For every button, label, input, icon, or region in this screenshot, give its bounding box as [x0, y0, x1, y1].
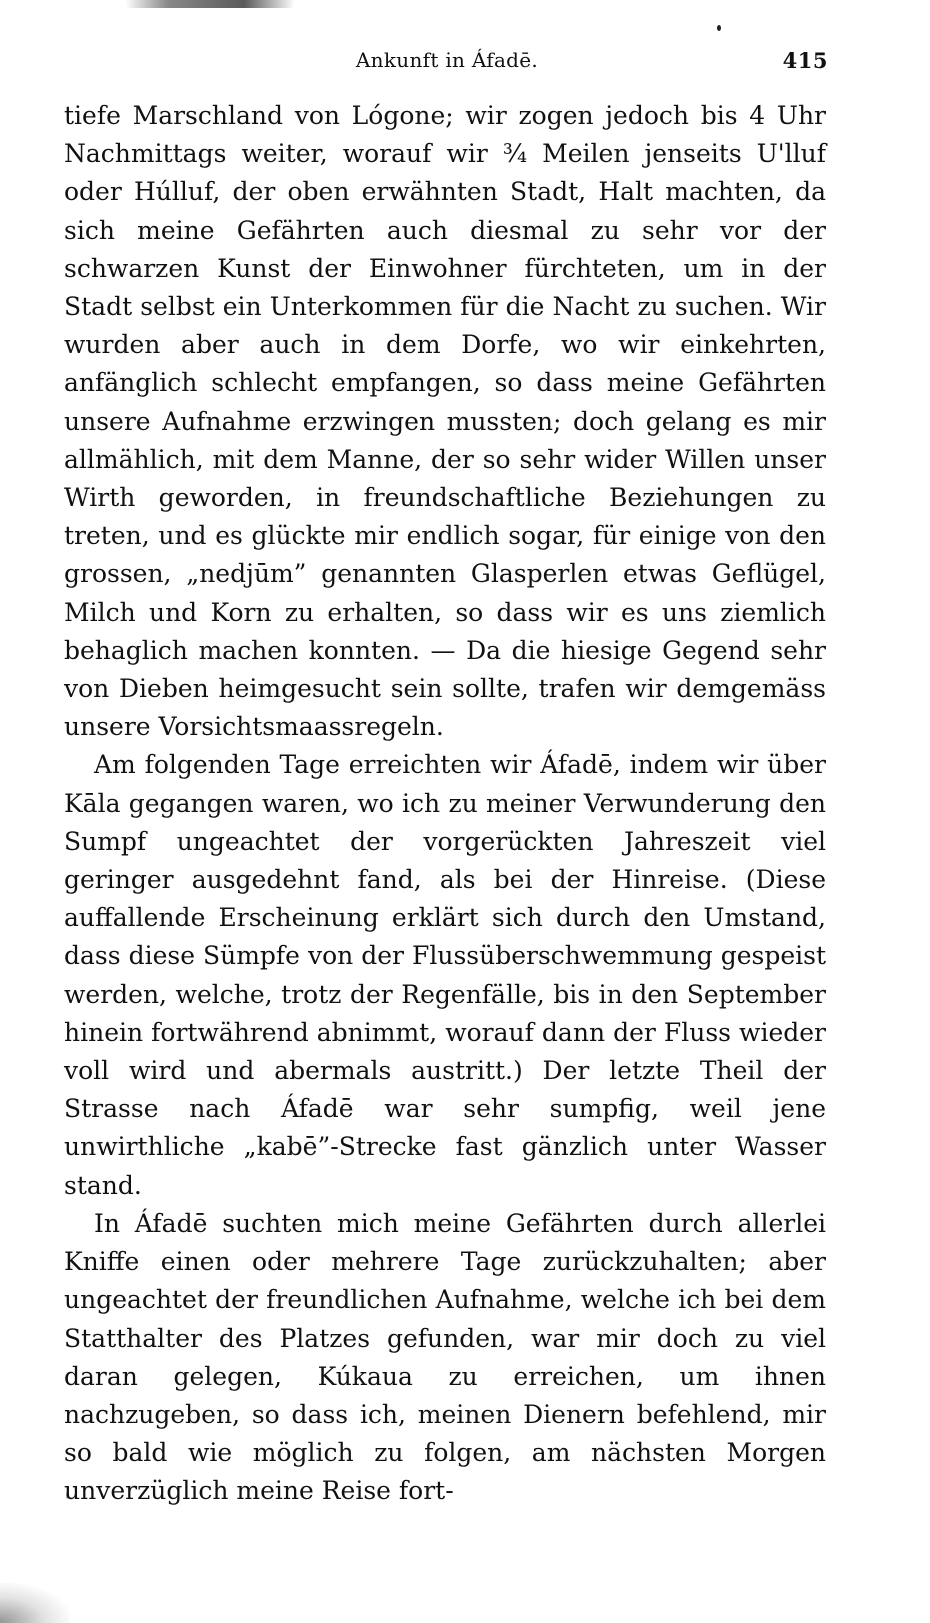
- paragraph-2: Am folgenden Tage erreichten wir Áfadē, indem wir über Kāla gegangen waren, wo ich zu meiner Verwunderung den Sumpf ungeachtet der vorgerückten Jahreszeit viel geringer ausgedehnt fand, als bei der Hinreise. (Diese auffallende Erscheinung erklärt sich durch den Umstand, dass diese Sümpfe von der Flussüberschwemmung gespeist werden, welche, trotz der Regenfälle, bis in den September hinein fortwährend abnimmt, worauf dann der Fluss wieder voll wird und abermals austritt.) Der letzte Theil der Strasse nach Áfadē war sehr sumpfig, weil jene unwirthliche „kabē”-Strecke fast gänzlich unter Wasser stand.: [64, 750, 826, 1200]
- running-header: [66, 48, 828, 76]
- running-title: Ankunft in Áfadē.: [355, 48, 539, 72]
- scan-smudge: [125, 0, 295, 8]
- page-number: 415: [782, 48, 828, 73]
- paragraph-3: In Áfadē suchten mich meine Gefährten durch allerlei Kniffe einen oder mehrere Tage zurückzuhalten; aber ungeachtet der freundlichen Aufnahme, welche ich bei dem Statthalter des Platzes gefunden, war mir doch zu viel daran gelegen, Kúkaua zu erreichen, um ihnen nachzugeben, so dass ich, meinen Dienern befehlend, mir so bald wie möglich zu folgen, am nächsten Morgen unverzüglich meine Reise fort-: [64, 1208, 826, 1506]
- body-text: [64, 97, 826, 1511]
- paragraph-1: tiefe Marschland von Lógone; wir zogen jedoch bis 4 Uhr Nachmittags weiter, worauf wir ¾ Meilen jenseits U'lluf oder Húlluf, der oben erwähnten Stadt, Halt machten, da sich meine Gefährten auch diesmal zu sehr vor der schwarzen Kunst der Einwohner fürchteten, um in der Stadt selbst ein Unterkommen für die Nacht zu suchen. Wir wurden aber auch in dem Dorfe, wo wir einkehrten, anfänglich schlecht empfangen, so dass meine Gefährten unsere Aufnahme erzwingen mussten; doch gelang es mir allmählich, mit dem Manne, der so sehr wider Willen unser Wirth geworden, in freundschaftliche Beziehungen zu treten, und es glückte mir endlich sogar, für einige von den grossen, „nedjūm” genannten Glasperlen etwas Geflügel, Milch und Korn zu erhalten, so dass wir es uns ziemlich behaglich machen konnten. — Da die hiesige Gegend sehr von Dieben heimgesucht sein sollte, trafen wir demgemäss unsere Vorsichtsmaassregeln.: [64, 101, 826, 742]
- scan-corner-shadow: [0, 1583, 70, 1623]
- ink-speck: [717, 25, 721, 31]
